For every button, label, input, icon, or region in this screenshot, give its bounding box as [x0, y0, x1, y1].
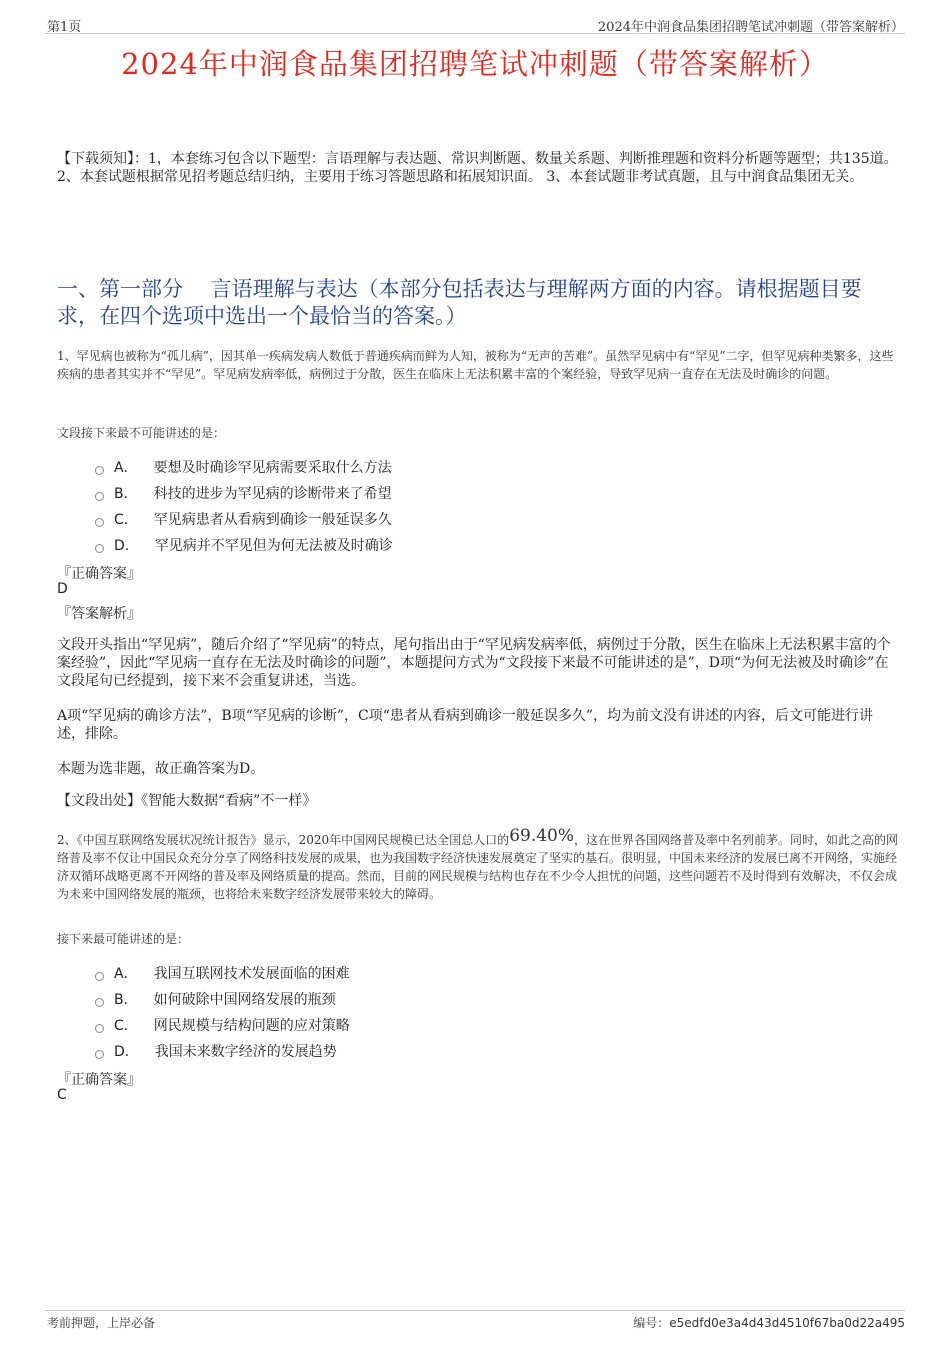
q1-analysis-label: 『答案解析』 — [57, 606, 141, 622]
option-letter: C． — [114, 512, 138, 528]
option-letter: D． — [114, 538, 139, 554]
footer-code-value: e5edfd0e3a4d43d4510f67ba0d22a495 — [669, 1316, 905, 1330]
radio-icon[interactable] — [95, 492, 104, 501]
q2-option-c[interactable] — [95, 1015, 350, 1035]
header-doc-title: 2024年中润食品集团招聘笔试冲刺题（带答案解析） — [597, 20, 904, 35]
q2-passage-rest: ，这在世界各国网络普及率中名列前茅。同时，如此之高的网络普及率不仅让中国民众充分分享了网络科技发展的成果，也为我国数字经济快速发展奠定了坚实的基石。很明显，中国未来经济的发展已离不开网络，实施经济双循环战略更离不开网络的普及率及网络质量的提高。然而，目前的网民规模与结构也存在不少令人担忧的问题，这些问题若不及时得到有效解决，不仅会成为未来中国网络发展的瓶颈，也将给未来数字经济发展带来较大的障碍。 — [57, 833, 899, 901]
radio-icon[interactable] — [95, 1050, 104, 1059]
q1-option-c[interactable] — [95, 509, 392, 529]
q2-option-d[interactable] — [95, 1041, 337, 1061]
footer-divider — [45, 1310, 905, 1311]
option-letter: A． — [114, 460, 138, 476]
q1-analysis-conclusion: 本题为选非题，故正确答案为D。 — [57, 761, 265, 777]
q1-analysis-paragraph: 文段开头指出“罕见病”，随后介绍了“罕见病”的特点，尾句指出由于“罕见病发病率低，病例过于分散，医生在临床上无法积累丰富的个案经验”，因此“罕见病一直存在无法及时确诊的问题”，本题提问方式为“文段接下来最不可能讲述的是”，D项“为何无法被及时确诊”在文段尾句已经提到，接下来不会重复讲述，当选。 — [57, 637, 891, 689]
document-title: 2024年中润食品集团招聘笔试冲刺题（带答案解析） — [121, 47, 829, 81]
footer-code — [633, 1314, 905, 1331]
q2-answer-label: 『正确答案』 — [57, 1072, 141, 1088]
q2-percentage: 69.40% — [509, 826, 575, 846]
q2-passage — [57, 826, 899, 903]
q2-option-b[interactable] — [95, 989, 336, 1009]
option-text: 罕见病患者从看病到确诊一般延误多久 — [153, 512, 392, 528]
q2-answer: C — [57, 1087, 67, 1103]
section-heading: 一、第一部分 言语理解与表达（本部分包括表达与理解两方面的内容。请根据题目要求，在四个选项中选出一个最恰当的答案。） — [57, 277, 862, 328]
option-text: 罕见病并不罕见但为何无法被及时确诊 — [154, 538, 393, 554]
q2-passage-start: 2、《中国互联网络发展状况统计报告》显示，2020年中国网民规模已达全国总人口的 — [57, 833, 510, 847]
radio-icon[interactable] — [95, 998, 104, 1007]
option-text: 要想及时确诊罕见病需要采取什么方法 — [153, 460, 392, 476]
q2-option-a[interactable] — [95, 963, 350, 983]
q1-answer-label: 『正确答案』 — [57, 566, 141, 582]
option-text: 我国未来数字经济的发展趋势 — [154, 1044, 337, 1060]
header-divider — [45, 33, 905, 34]
q1-source: 【文段出处】《智能大数据“看病”不一样》 — [57, 793, 317, 809]
q1-answer: D — [57, 581, 68, 597]
option-text: 网民规模与结构问题的应对策略 — [153, 1018, 350, 1034]
q1-stem: 文段接下来最不可能讲述的是： — [57, 426, 226, 440]
option-letter: B． — [114, 486, 138, 502]
radio-icon[interactable] — [95, 972, 104, 981]
q1-analysis-paragraph: A项“罕见病的确诊方法”，B项“罕见病的诊断”，C项“患者从看病到确诊一般延误多久”，均为前文没有讲述的内容，后文可能进行讲述，排除。 — [57, 708, 874, 742]
radio-icon[interactable] — [95, 466, 104, 475]
page-number: 第1页 — [47, 20, 82, 35]
radio-icon[interactable] — [95, 544, 104, 553]
q2-stem: 接下来最可能讲述的是： — [57, 932, 190, 946]
option-text: 如何破除中国网络发展的瓶颈 — [153, 992, 336, 1008]
option-letter: D． — [114, 1044, 139, 1060]
q1-passage: 1、罕见病也被称为“孤儿病”，因其单一疾病发病人数低于普通疾病而鲜为人知，被称为“无声的苦难”。虽然罕见病中有“罕见”二字，但罕见病种类繁多，这些疾病的患者其实并不“罕见”。罕见病发病率低，病例过于分散，医生在临床上无法积累丰富的个案经验，导致罕见病一直存在无法及时确诊的问题。 — [57, 349, 894, 381]
option-text: 科技的进步为罕见病的诊断带来了希望 — [153, 486, 392, 502]
option-text: 我国互联网技术发展面临的困难 — [153, 966, 350, 982]
download-notice: 【下载须知】：1，本套练习包含以下题型：言语理解与表达题、常识判断题、数量关系题、判断推理题和资料分析题等题型；共135道。 2、本套试题根据常见招考题总结归纳，主要用于练习答题思路和拓展知识面。 3、本套试题非考试真题，且与中润食品集团无关。 — [57, 151, 898, 185]
q1-option-b[interactable] — [95, 483, 392, 503]
radio-icon[interactable] — [95, 518, 104, 527]
q1-option-d[interactable] — [95, 535, 393, 555]
radio-icon[interactable] — [95, 1024, 104, 1033]
q1-option-a[interactable] — [95, 457, 392, 477]
option-letter: B． — [114, 992, 138, 1008]
option-letter: A． — [114, 966, 138, 982]
option-letter: C． — [114, 1018, 138, 1034]
footer-code-label: 编号： — [633, 1316, 670, 1330]
footer-slogan: 考前押题，上岸必备 — [47, 1316, 156, 1330]
